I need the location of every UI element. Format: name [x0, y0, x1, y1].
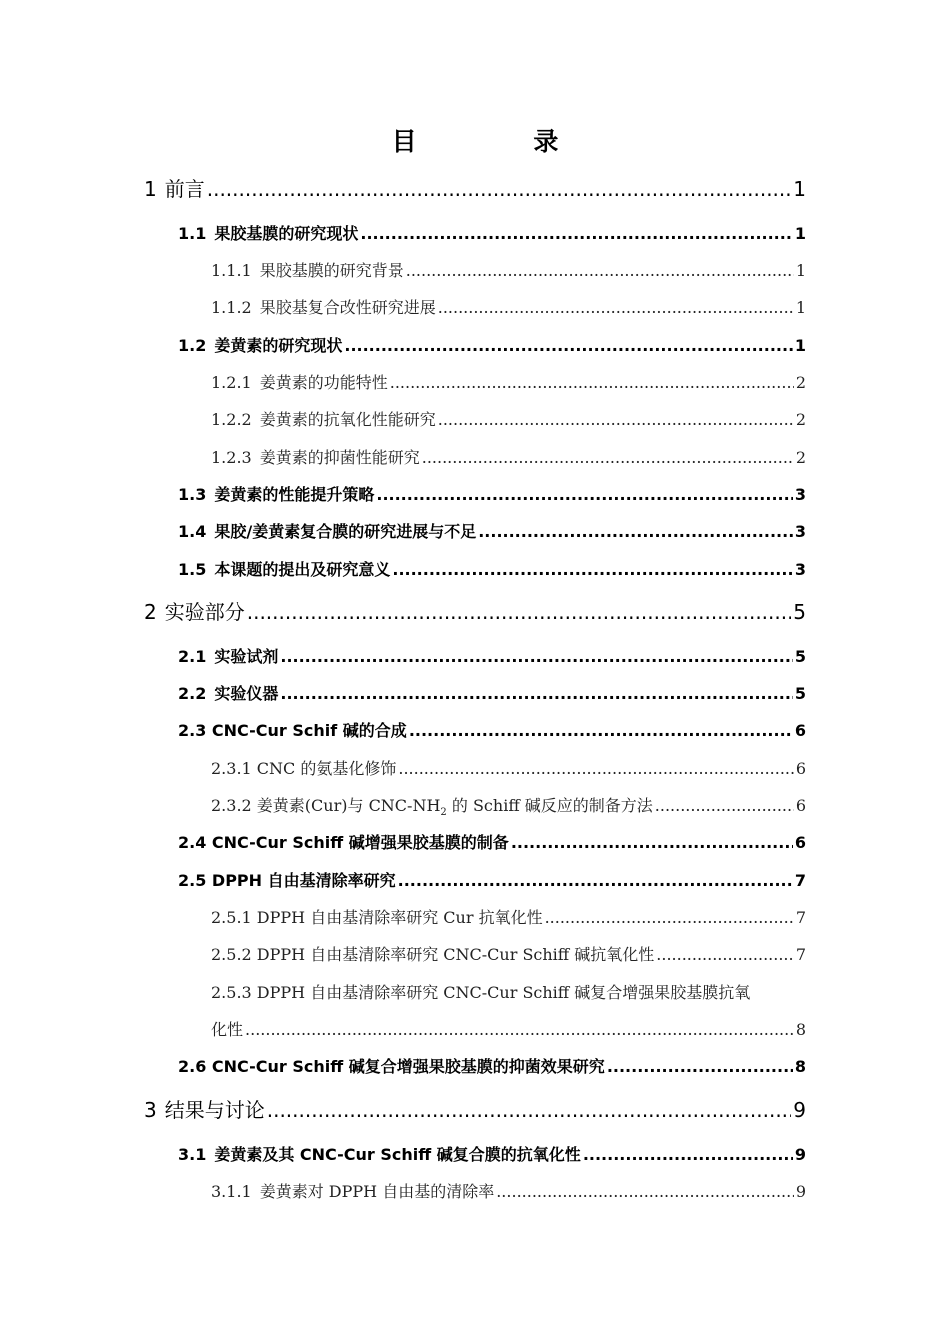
toc-leader — [344, 335, 793, 357]
toc-page-number: 2 — [795, 373, 806, 392]
toc-entry-1-2[interactable] — [178, 335, 806, 357]
toc-label: 2.2 实验仪器 — [178, 684, 279, 703]
toc-leader — [207, 176, 792, 202]
toc-entry-2-5[interactable] — [178, 870, 806, 892]
toc-leader — [360, 223, 793, 245]
toc-page-number: 1 — [794, 224, 806, 243]
toc-page-number: 9 — [794, 1145, 806, 1164]
toc-label: 1.2.3 姜黄素的抑菌性能研究 — [211, 448, 420, 467]
toc-page-number: 5 — [794, 647, 806, 666]
toc-entry-2[interactable] — [144, 599, 806, 625]
toc-label: 2.3 CNC-Cur Schif 碱的合成 — [178, 721, 407, 740]
toc-entry-2-4[interactable] — [178, 832, 806, 854]
toc-page-number: 6 — [795, 759, 806, 778]
toc-leader — [422, 447, 794, 469]
toc-leader — [392, 559, 793, 581]
toc-page-number: 8 — [794, 1057, 806, 1076]
toc-entry-2-1[interactable] — [178, 646, 806, 668]
toc-label: 1.3 姜黄素的性能提升策略 — [178, 485, 375, 504]
toc-leader — [607, 1056, 793, 1078]
toc-page-number: 8 — [795, 1020, 806, 1039]
toc-label: 1 前言 — [144, 177, 205, 201]
toc-label: 2.3.1 CNC 的氨基化修饰 — [211, 759, 397, 778]
toc-leader — [511, 832, 793, 854]
toc-label: 2.5.1 DPPH 自由基清除率研究 Cur 抗氧化性 — [211, 908, 543, 927]
toc-leader — [656, 944, 794, 966]
toc-entry-2-6[interactable] — [178, 1056, 806, 1078]
toc-leader — [545, 907, 794, 929]
toc-entry-1-3[interactable] — [178, 484, 806, 506]
toc-page-number: 1 — [793, 177, 806, 201]
toc-page-number: 3 — [794, 522, 806, 541]
toc-page-number: 6 — [795, 796, 806, 815]
toc-page-number: 5 — [794, 684, 806, 703]
toc-entry-2-5-3-line1[interactable]: 2.5.3 DPPH 自由基清除率研究 CNC-Cur Schiff 碱复合增强果胶基膜抗氧 — [211, 983, 751, 1002]
page-title: 目 录 — [391, 127, 613, 156]
toc-leader — [655, 795, 794, 817]
toc-leader — [406, 260, 794, 282]
toc-page-number: 1 — [795, 261, 806, 280]
toc-entry-2-5-3[interactable] — [211, 1019, 806, 1041]
toc-leader — [280, 683, 793, 705]
toc-label: 3.1.1 姜黄素对 DPPH 自由基的清除率 — [211, 1182, 495, 1201]
toc-label: 1.1 果胶基膜的研究现状 — [178, 224, 359, 243]
toc-label: 2.3.2 姜黄素(Cur)与 CNC-$NH_2$ 的 Schiff 碱反应的制备方法 — [211, 796, 653, 819]
toc-leader — [438, 409, 794, 431]
toc-entry-2-3-2[interactable] — [211, 795, 806, 824]
toc-entry-1-2-3[interactable] — [211, 447, 806, 469]
toc-leader — [583, 1144, 793, 1166]
toc-label: 化性 — [211, 1020, 244, 1039]
toc-label: 3.1 姜黄素及其 CNC-Cur Schiff 碱复合膜的抗氧化性 — [178, 1145, 581, 1164]
toc-page-number: 2 — [795, 448, 806, 467]
toc-entry-1-1-2[interactable] — [211, 297, 806, 319]
toc-label: 2.5.2 DPPH 自由基清除率研究 CNC-Cur Schiff 碱抗氧化性 — [211, 945, 655, 964]
toc-page-number: 1 — [795, 298, 806, 317]
toc-label: 1.2 姜黄素的研究现状 — [178, 336, 343, 355]
toc-entry-2-5-1[interactable] — [211, 907, 806, 929]
toc-leader — [245, 1019, 794, 1041]
toc-page-number: 3 — [794, 485, 806, 504]
toc-label: 1.4 果胶/姜黄素复合膜的研究进展与不足 — [178, 522, 477, 541]
toc-label: 2 实验部分 — [144, 600, 245, 624]
toc-label: 1.2.1 姜黄素的功能特性 — [211, 373, 388, 392]
toc-entry-2-3[interactable] — [178, 720, 806, 742]
toc-label: 2.4 CNC-Cur Schiff 碱增强果胶基膜的制备 — [178, 833, 509, 852]
toc-label: 2.5 DPPH 自由基清除率研究 — [178, 871, 396, 890]
toc-label: 1.1.1 果胶基膜的研究背景 — [211, 261, 404, 280]
toc-label: 1.1.2 果胶基复合改性研究进展 — [211, 298, 436, 317]
toc-entry-1-5[interactable] — [178, 559, 806, 581]
toc-entry-1-1-1[interactable] — [211, 260, 806, 282]
toc-page-number: 6 — [794, 721, 806, 740]
toc-leader — [247, 599, 792, 625]
toc-page-number: 7 — [795, 945, 806, 964]
toc-entry-1-4[interactable] — [178, 521, 806, 543]
toc-leader — [478, 521, 793, 543]
toc-entry-1[interactable] — [144, 176, 806, 202]
toc-page-number: 5 — [793, 600, 806, 624]
toc-entry-2-3-1[interactable] — [211, 758, 806, 780]
toc-label: 2.6 CNC-Cur Schiff 碱复合增强果胶基膜的抑菌效果研究 — [178, 1057, 605, 1076]
toc-entry-1-1[interactable] — [178, 223, 806, 245]
toc-leader — [390, 372, 794, 394]
toc-label: 1.5 本课题的提出及研究意义 — [178, 560, 391, 579]
toc-leader — [409, 720, 793, 742]
toc-page-number: 9 — [795, 1182, 806, 1201]
toc-label: 1.2.2 姜黄素的抗氧化性能研究 — [211, 410, 436, 429]
toc-label: 3 结果与讨论 — [144, 1098, 265, 1122]
toc-page-number: 9 — [793, 1098, 806, 1122]
toc-page-number: 2 — [795, 410, 806, 429]
toc-page-number: 1 — [794, 336, 806, 355]
toc-leader — [398, 758, 793, 780]
toc-leader — [496, 1181, 794, 1203]
toc-page-number: 7 — [795, 908, 806, 927]
toc-entry-3-1[interactable] — [178, 1144, 806, 1166]
toc-leader — [376, 484, 793, 506]
toc-entry-1-2-2[interactable] — [211, 409, 806, 431]
toc-entry-3-1-1[interactable] — [211, 1181, 806, 1203]
toc-page-number: 3 — [794, 560, 806, 579]
toc-label: 2.1 实验试剂 — [178, 647, 279, 666]
toc-entry-2-2[interactable] — [178, 683, 806, 705]
toc-entry-1-2-1[interactable] — [211, 372, 806, 394]
toc-leader — [398, 870, 793, 892]
toc-page-number: 7 — [794, 871, 806, 890]
toc-page-number: 6 — [794, 833, 806, 852]
toc-entry-3[interactable] — [144, 1097, 806, 1123]
toc-leader — [438, 297, 794, 319]
toc-entry-2-5-2[interactable] — [211, 944, 806, 966]
toc-leader — [280, 646, 793, 668]
toc-leader — [267, 1097, 792, 1123]
